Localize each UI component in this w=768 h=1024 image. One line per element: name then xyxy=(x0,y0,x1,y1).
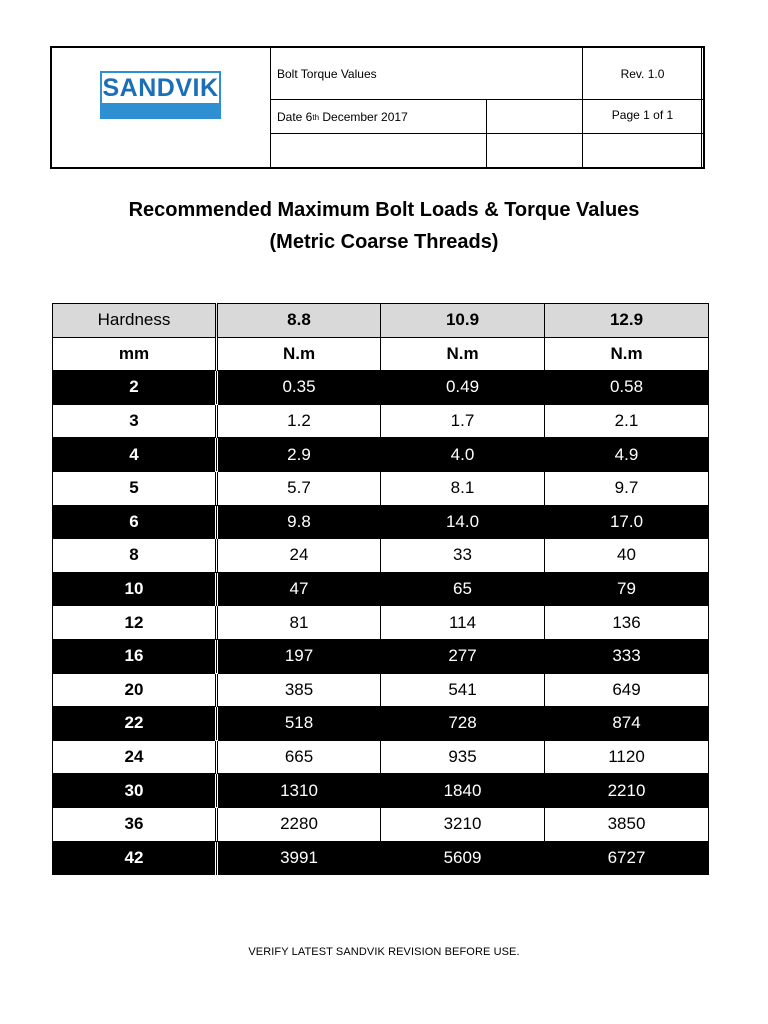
torque-value-cell: 5609 xyxy=(381,841,545,875)
table-row xyxy=(53,740,709,774)
header-divider xyxy=(270,48,271,169)
torque-value-cell: 1120 xyxy=(545,740,709,774)
unit-cell: N.m xyxy=(217,337,381,371)
torque-value-cell: 2280 xyxy=(217,807,381,841)
table-row xyxy=(53,639,709,673)
torque-value-cell: 518 xyxy=(217,707,381,741)
hardness-header: Hardness xyxy=(53,304,217,338)
unit-cell: N.m xyxy=(381,337,545,371)
torque-value-cell: 197 xyxy=(217,639,381,673)
bolt-size-cell: 30 xyxy=(53,774,217,808)
torque-value-cell: 9.7 xyxy=(545,471,709,505)
torque-value-cell: 136 xyxy=(545,606,709,640)
bolt-size-cell: 20 xyxy=(53,673,217,707)
unit-cell: N.m xyxy=(545,337,709,371)
logo-bar xyxy=(102,103,219,117)
bolt-size-cell: 12 xyxy=(53,606,217,640)
torque-value-cell: 2.1 xyxy=(545,404,709,438)
torque-value-cell: 0.58 xyxy=(545,371,709,405)
torque-value-cell: 3850 xyxy=(545,807,709,841)
torque-value-cell: 4.0 xyxy=(381,438,545,472)
unit-cell: mm xyxy=(53,337,217,371)
doc-title: Bolt Torque Values xyxy=(277,67,377,81)
date-suffix: December 2017 xyxy=(319,110,408,124)
header-divider xyxy=(270,99,703,100)
bolt-size-cell: 6 xyxy=(53,505,217,539)
table-row xyxy=(53,774,709,808)
torque-value-cell: 0.49 xyxy=(381,371,545,405)
torque-value-cell: 9.8 xyxy=(217,505,381,539)
torque-value-cell: 665 xyxy=(217,740,381,774)
torque-value-cell: 935 xyxy=(381,740,545,774)
document-header xyxy=(50,46,705,169)
table-row xyxy=(53,505,709,539)
table-row xyxy=(53,371,709,405)
torque-value-cell: 24 xyxy=(217,539,381,573)
grade-header: 8.8 xyxy=(217,304,381,338)
date-prefix: Date 6 xyxy=(277,110,313,124)
bolt-size-cell: 4 xyxy=(53,438,217,472)
torque-value-cell: 79 xyxy=(545,572,709,606)
torque-value-cell: 277 xyxy=(381,639,545,673)
bolt-size-cell: 42 xyxy=(53,841,217,875)
torque-value-cell: 3210 xyxy=(381,807,545,841)
torque-value-cell: 0.35 xyxy=(217,371,381,405)
torque-value-cell: 14.0 xyxy=(381,505,545,539)
revision: Rev. 1.0 xyxy=(620,67,665,81)
torque-value-cell: 874 xyxy=(545,707,709,741)
torque-value-cell: 333 xyxy=(545,639,709,673)
page-subtitle: (Metric Coarse Threads) xyxy=(269,231,499,253)
torque-value-cell: 40 xyxy=(545,539,709,573)
table-row xyxy=(53,673,709,707)
table-row xyxy=(53,572,709,606)
bolt-size-cell: 24 xyxy=(53,740,217,774)
torque-value-cell: 81 xyxy=(217,606,381,640)
table-row xyxy=(53,606,709,640)
torque-value-cell: 1310 xyxy=(217,774,381,808)
torque-value-cell: 8.1 xyxy=(381,471,545,505)
torque-value-cell: 2210 xyxy=(545,774,709,808)
torque-value-cell: 65 xyxy=(381,572,545,606)
date-sup: th xyxy=(312,112,320,122)
torque-value-cell: 5.7 xyxy=(217,471,381,505)
footer-note: VERIFY LATEST SANDVIK REVISION BEFORE USE. xyxy=(248,946,520,958)
bolt-size-cell: 10 xyxy=(53,572,217,606)
torque-table xyxy=(52,303,709,875)
torque-value-cell: 385 xyxy=(217,673,381,707)
torque-value-cell: 649 xyxy=(545,673,709,707)
bolt-size-cell: 8 xyxy=(53,539,217,573)
torque-value-cell: 6727 xyxy=(545,841,709,875)
table-row xyxy=(53,539,709,573)
logo-wordmark: SANDVIK xyxy=(102,73,219,102)
torque-value-cell: 33 xyxy=(381,539,545,573)
torque-value-cell: 3991 xyxy=(217,841,381,875)
header-divider xyxy=(270,133,703,134)
table-row xyxy=(53,404,709,438)
grade-header: 10.9 xyxy=(381,304,545,338)
table-row xyxy=(53,471,709,505)
bolt-size-cell: 36 xyxy=(53,807,217,841)
bolt-size-cell: 5 xyxy=(53,471,217,505)
torque-table-body xyxy=(53,304,709,875)
table-row xyxy=(53,707,709,741)
table-header-row xyxy=(53,304,709,338)
torque-value-cell: 4.9 xyxy=(545,438,709,472)
torque-value-cell: 1840 xyxy=(381,774,545,808)
table-row xyxy=(53,807,709,841)
bolt-size-cell: 16 xyxy=(53,639,217,673)
bolt-size-cell: 3 xyxy=(53,404,217,438)
table-row xyxy=(53,841,709,875)
table-units-row xyxy=(53,337,709,371)
torque-value-cell: 1.7 xyxy=(381,404,545,438)
torque-value-cell: 728 xyxy=(381,707,545,741)
page-number: Page 1 of 1 xyxy=(611,108,674,122)
doc-date xyxy=(277,103,408,131)
page-title: Recommended Maximum Bolt Loads & Torque Values xyxy=(128,199,640,221)
table-row xyxy=(53,438,709,472)
torque-value-cell: 47 xyxy=(217,572,381,606)
torque-value-cell: 17.0 xyxy=(545,505,709,539)
torque-value-cell: 2.9 xyxy=(217,438,381,472)
bolt-size-cell: 2 xyxy=(53,371,217,405)
header-divider xyxy=(486,99,487,169)
torque-value-cell: 1.2 xyxy=(217,404,381,438)
torque-value-cell: 114 xyxy=(381,606,545,640)
torque-value-cell: 541 xyxy=(381,673,545,707)
sandvik-logo xyxy=(100,71,221,119)
bolt-size-cell: 22 xyxy=(53,707,217,741)
grade-header: 12.9 xyxy=(545,304,709,338)
